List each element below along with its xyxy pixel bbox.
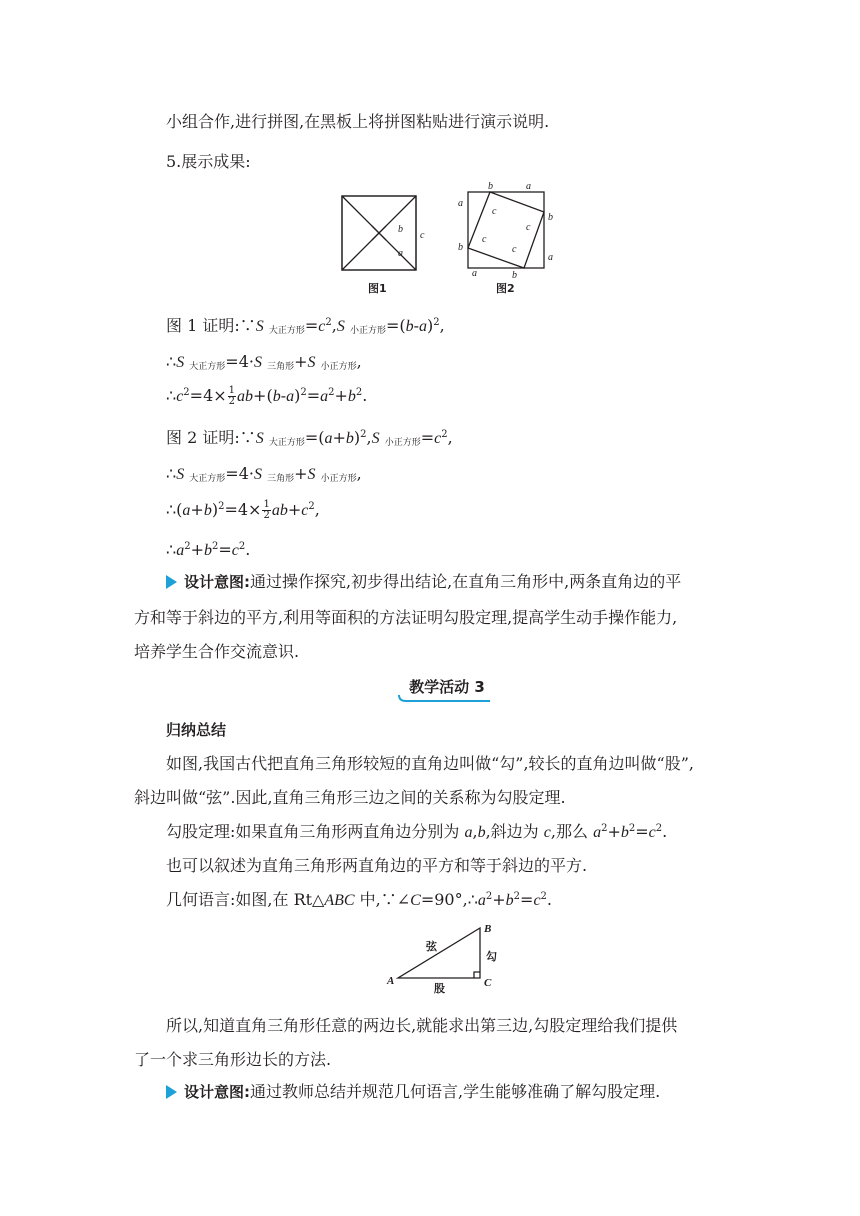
summary-p4-mid2: =90°,∴ <box>420 890 478 909</box>
fig2-label-right-a: a <box>548 252 553 263</box>
proof2-line3: $\therefore(a+b)^2=4\times$ $\frac{1}{2}$ $ab+c^2$, <box>166 499 320 521</box>
activity-title-underline <box>396 694 496 704</box>
summary-p1a: 如图,我国古代把直角三角形较短的直角边叫做“勾”,较长的直角边叫做“股”, <box>166 754 694 773</box>
vertex-C: C <box>484 977 492 989</box>
summary-heading: 归纳总结 <box>166 721 227 739</box>
sub-small-square: 小正方形 <box>320 474 357 484</box>
design-intent-1-line3: 培养学生合作交流意识. <box>134 642 300 661</box>
fig2-label-top-b: b <box>488 181 493 192</box>
design-intent-1-line1 <box>184 570 681 594</box>
summary-p1b: 斜边叫做“弦”.因此,直角三角形三边之间的关系称为勾股定理. <box>134 788 566 807</box>
summary-p2-mid2: ,那么 <box>550 822 594 841</box>
fig2-label-bottom-b: b <box>512 270 517 281</box>
design-intent-marker-icon <box>166 575 177 589</box>
label-short-leg: 勾 <box>486 950 497 963</box>
summary-p2: 勾股定理:如果直角三角形两直角边分别为 a,b,斜边为 c,那么 $a^2+b^2=c^2$. <box>166 822 668 841</box>
design-intent-1-line2: 方和等于斜边的平方,利用等面积的方法证明勾股定理,提高学生动手操作能力, <box>134 608 678 627</box>
closing-p5a: 所以,知道直角三角形任意的两边长,就能求出第三边,勾股定理给我们提供 <box>166 1016 678 1035</box>
fig2-label-left-a: a <box>458 198 463 209</box>
summary-p4-mid: 中,∵∠ <box>354 890 411 909</box>
text-line-show-results: 5.展示成果: <box>166 152 251 171</box>
summary-p3: 也可以叙述为直角三角形两直角边的平方和等于斜边的平方. <box>166 856 588 875</box>
fig2-caption: 图2 <box>496 282 515 295</box>
proof1-line2: ∴S $_{大正方形}$=4·S $_{三角形}$+S $_{小正方形}$, <box>166 352 362 372</box>
proof2-line1: 图 2 证明:∵S $_{大正方形}=(a+b)^2,S$ $_{小正方形}=c^2$, <box>166 428 453 448</box>
activity-title: 教学活动 3 <box>409 678 485 696</box>
fig2-label-c1: c <box>492 206 497 217</box>
fig2-label-c2: c <box>526 222 531 233</box>
label-long-leg: 股 <box>434 982 445 995</box>
fig1-caption: 图1 <box>368 282 387 295</box>
summary-p4: 几何语言:如图,在 Rt△ABC 中$,\because\angle C=90^\circ,\therefore a^2+b^2=c^2$. <box>166 890 553 909</box>
fig1-label-c: c <box>420 230 425 241</box>
sub-small-square: 小正方形 <box>320 362 357 372</box>
fig2-label-bottom-a: a <box>472 268 477 279</box>
summary-p4-pre: 几何语言:如图,在 Rt△ <box>166 890 325 909</box>
sub-small-square: 小正方形 <box>349 326 386 336</box>
figure-2 <box>468 192 544 268</box>
closing-p5b: 了一个求三角形边长的方法. <box>134 1050 332 1069</box>
fig1-label-a: a <box>398 248 403 259</box>
vertex-A: A <box>387 975 395 987</box>
fig2-label-left-b: b <box>458 242 463 253</box>
fig2-label-right-b: b <box>548 212 553 223</box>
label-hypotenuse: 弦 <box>426 940 437 953</box>
proof1-line3: $\therefore c^2=4\times$ $\frac{1}{2}$ $ab+(b-a)^2=a^2+b^2$. <box>166 385 368 407</box>
summary-p2-mid: ,斜边为 <box>485 822 544 841</box>
design-intent-1-title: 设计意图: <box>184 573 250 591</box>
sub-big-square: 大正方形 <box>268 326 305 336</box>
fig2-label-top-a: a <box>526 181 531 192</box>
proof2-label: 图 2 证明:∵ <box>166 428 256 447</box>
pythagoras-figures <box>330 180 570 300</box>
design-intent-1-text1: 通过操作探究,初步得出结论,在直角三角形中,两条直角边的平 <box>250 572 682 591</box>
sub-big-square: 大正方形 <box>189 474 226 484</box>
figure-1 <box>342 196 416 270</box>
design-intent-2-text: 通过教师总结并规范几何语言,学生能够准确了解勾股定理. <box>250 1082 661 1101</box>
fig2-label-c4: c <box>512 244 517 255</box>
proof1-label: 图 1 证明:∵ <box>166 316 256 335</box>
sub-small-square: 小正方形 <box>384 438 421 448</box>
design-intent-marker-icon <box>166 1085 177 1099</box>
design-intent-2-title: 设计意图: <box>184 1083 250 1101</box>
proof2-line4: $\therefore a^2+b^2=c^2$. <box>166 540 251 559</box>
vertex-B: B <box>484 923 492 935</box>
sub-big-square: 大正方形 <box>268 438 305 448</box>
sub-triangle: 三角形 <box>267 362 295 372</box>
text-line-group-work: 小组合作,进行拼图,在黑板上将拼图粘贴进行演示说明. <box>166 112 550 131</box>
design-intent-2 <box>184 1080 660 1104</box>
right-triangle-diagram <box>384 920 514 1000</box>
sub-big-square: 大正方形 <box>189 362 226 372</box>
summary-p2-pre: 勾股定理:如果直角三角形两直角边分别为 <box>166 822 465 841</box>
fig2-label-c3: c <box>482 234 487 245</box>
proof2-line2: ∴S $_{大正方形}$=4·S $_{三角形}$+S $_{小正方形}$, <box>166 464 362 484</box>
proof1-line1: 图 1 证明:∵S $_{大正方形}=c^2,S$ $_{小正方形}=(b-a)^2$, <box>166 316 445 336</box>
sub-triangle: 三角形 <box>267 474 295 484</box>
fig1-label-b: b <box>398 224 403 235</box>
